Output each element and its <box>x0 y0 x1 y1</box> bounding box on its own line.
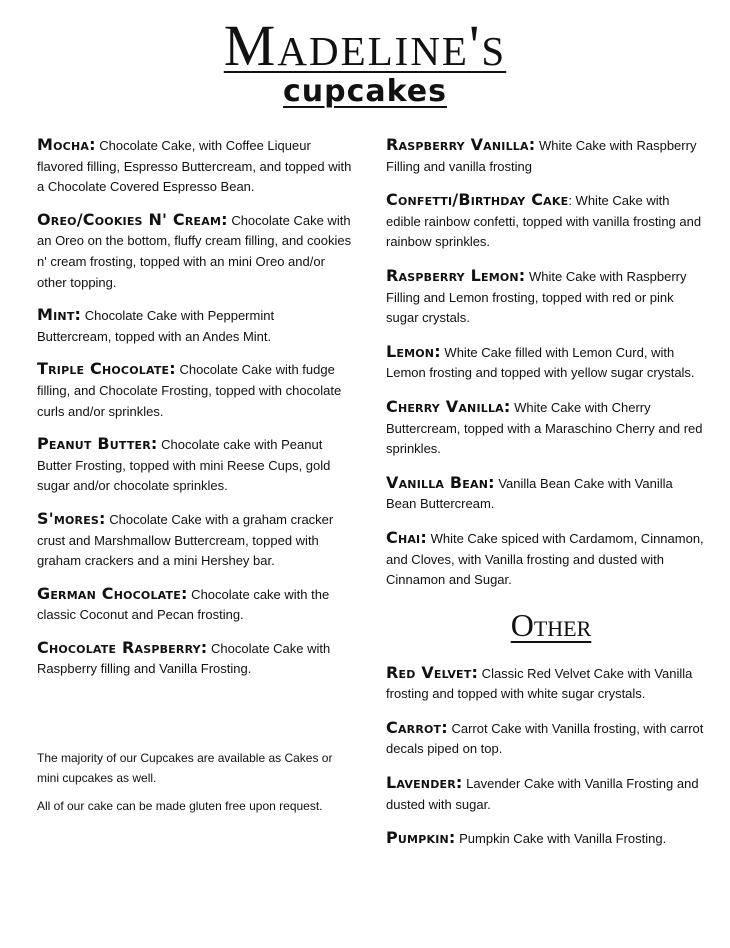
other-heading-text: Other <box>510 606 592 643</box>
item-name: Confetti/Birthday Cake <box>386 190 569 210</box>
menu-item-raspberry-lemon <box>386 266 706 329</box>
menu-item-german-chocolate <box>37 584 352 626</box>
item-description: White Cake filled with Lemon Curd, with Lemon frosting and topped with yellow sugar crystals. <box>386 344 695 381</box>
page-title <box>0 14 730 78</box>
menu-item-pumpkin <box>386 828 706 850</box>
item-description: Chocolate cake with the classic Coconut and Pecan frosting. <box>37 586 330 623</box>
item-name: Lemon: <box>386 341 441 361</box>
menu-item-chai <box>386 528 706 591</box>
left-column <box>37 135 352 692</box>
item-name: Peanut Butter: <box>37 434 158 454</box>
menu-item-raspberry-vanilla <box>386 135 706 177</box>
page-title-text: Madeline's <box>223 13 507 78</box>
menu-item-mint <box>37 305 352 347</box>
item-name: Chai: <box>386 527 427 547</box>
item-description: Pumpkin Cake with Vanilla Frosting. <box>455 831 667 847</box>
menu-item-carrot <box>386 718 706 760</box>
item-name: Pumpkin: <box>386 828 456 848</box>
item-name: Raspberry Lemon: <box>386 265 526 285</box>
menu-item-mocha <box>37 135 352 198</box>
item-description: : White Cake with edible rainbow confetti, topped with vanilla frosting and rainbow sprinkles. <box>386 193 702 250</box>
note-availability: The majority of our Cupcakes are available as Cakes or mini cupcakes as well. <box>37 751 333 785</box>
menu-item-lemon <box>386 342 706 384</box>
item-name: Carrot: <box>386 717 448 737</box>
item-description: Vanilla Bean Cake with Vanilla Bean Buttercream. <box>386 475 673 512</box>
menu-item-chocolate-raspberry <box>37 638 352 680</box>
item-name: Lavender: <box>386 773 463 793</box>
page-subtitle-text: cupcakes <box>283 74 447 109</box>
item-description: White Cake spiced with Cardamom, Cinnamon, and Cloves, with Vanilla frosting and dusted with Cinnamon and Sugar. <box>386 530 704 588</box>
menu-item-cherry-vanilla <box>386 397 706 460</box>
other-section-heading <box>386 605 706 645</box>
item-name: Chocolate Raspberry: <box>37 637 208 657</box>
item-name: Triple Chocolate: <box>37 359 176 379</box>
notes <box>37 748 352 824</box>
menu-item-oreo <box>37 210 352 293</box>
page-subtitle <box>0 72 730 112</box>
item-description: Carrot Cake with Vanilla frosting, with carrot decals piped on top. <box>386 720 704 757</box>
item-description: Lavender Cake with Vanilla Frosting and dusted with sugar. <box>386 776 699 812</box>
item-name: Vanilla Bean: <box>386 472 495 492</box>
item-description: Chocolate Cake with Raspberry filling and Vanilla Frosting. <box>37 640 331 677</box>
item-name: Mint: <box>37 305 82 325</box>
item-name: S'mores: <box>37 508 106 528</box>
item-name: German Chocolate: <box>37 583 188 603</box>
item-name: Cherry Vanilla: <box>386 396 511 416</box>
item-description: White Cake with Raspberry Filling and Lemon frosting, topped with red or pink sugar crystals. <box>386 268 687 326</box>
item-description: Chocolate Cake with an Oreo on the bottom, fluffy cream filling, and cookies n' cream frosting, topped with an mini Oreo and/or other topping. <box>37 212 352 290</box>
item-description: Chocolate Cake, with Coffee Liqueur flavored filling, Espresso Buttercream, and topped with a Chocolate Covered Espresso Bean. <box>37 138 352 195</box>
item-name: Raspberry Vanilla: <box>386 135 536 154</box>
menu-item-lavender <box>386 773 706 815</box>
item-name: Mocha: <box>37 135 96 154</box>
item-description: Classic Red Velvet Cake with Vanilla frosting and topped with white sugar crystals. <box>386 665 693 702</box>
item-description: Chocolate Cake with a graham cracker crust and Marshmallow Buttercream, topped with graham crackers and a mini Hershey bar. <box>37 511 334 569</box>
menu-item-smores <box>37 509 352 572</box>
item-description: White Cake with Cherry Buttercream, topped with a Maraschino Cherry and red sprinkles. <box>386 399 703 457</box>
menu-item-vanilla-bean <box>386 473 706 515</box>
menu-item-peanut-butter <box>37 434 352 497</box>
right-column <box>386 135 706 863</box>
menu-item-triple-chocolate <box>37 359 352 422</box>
item-name: Oreo/Cookies N' Cream: <box>37 209 228 229</box>
item-description: Chocolate Cake with fudge filling, and Chocolate Frosting, topped with chocolate curls and/or sprinkles. <box>37 362 342 419</box>
note-gluten-free: All of our cake can be made gluten free upon request. <box>37 799 323 813</box>
item-description: Chocolate Cake with Peppermint Buttercream, topped with an Andes Mint. <box>37 308 275 344</box>
menu-item-red-velvet <box>386 663 706 705</box>
item-description: Chocolate cake with Peanut Butter Frosting, topped with mini Reese Cups, gold sugar and/or chocolate sprinkles. <box>37 437 331 494</box>
item-name: Red Velvet: <box>386 662 479 682</box>
item-description: White Cake with Raspberry Filling and vanilla frosting <box>386 138 697 174</box>
menu-item-confetti <box>386 190 706 253</box>
